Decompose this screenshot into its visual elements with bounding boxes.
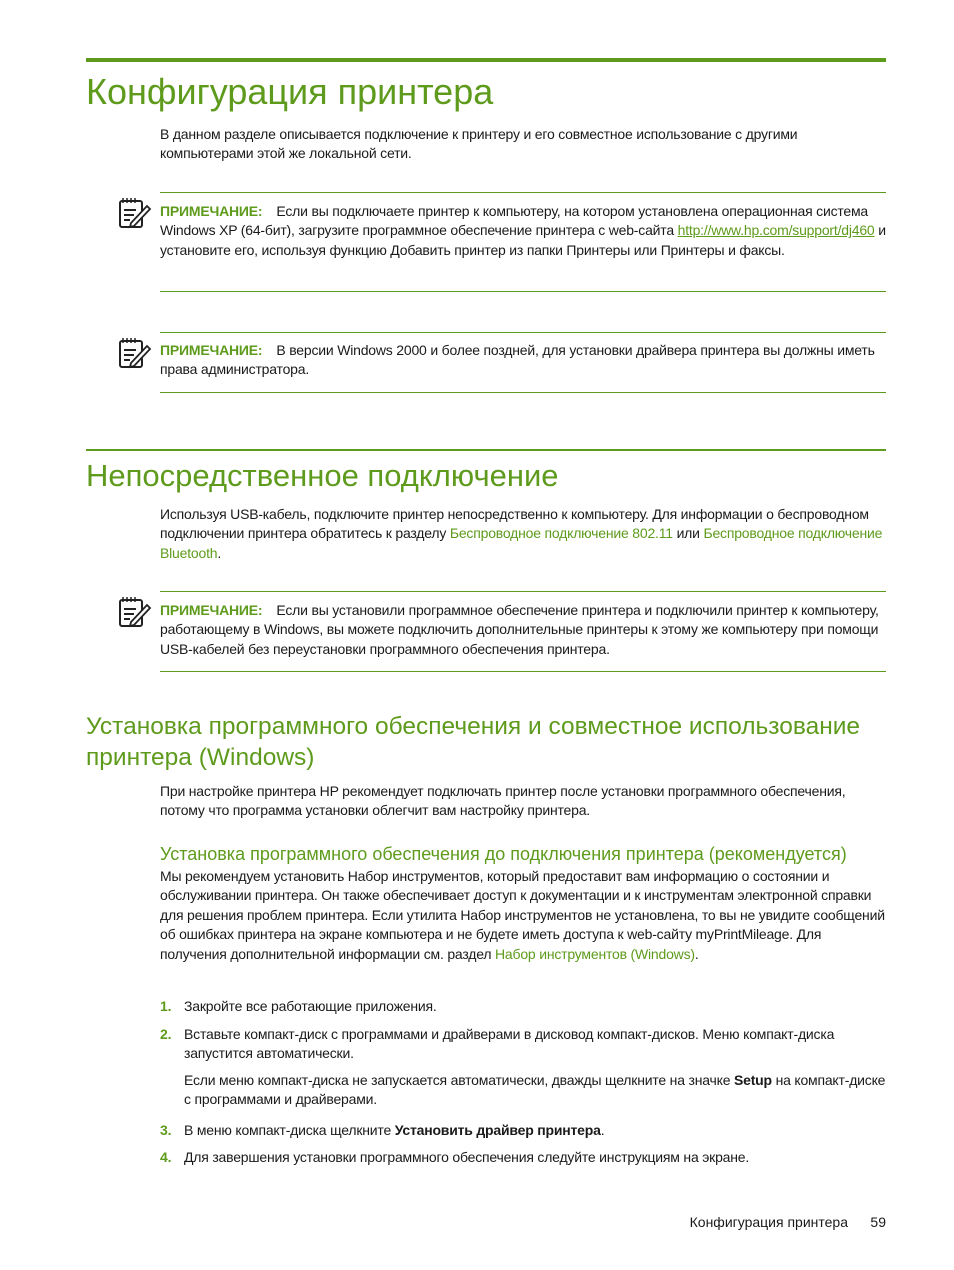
step-number: 4. [160,1149,172,1165]
install-driver-label: Установить драйвер принтера [394,1122,601,1138]
paragraph-text: или [672,525,704,542]
step-number: 2. [160,1026,172,1042]
step-text-part: . [600,1122,605,1138]
paragraph-text: . [217,544,222,561]
note-text: Если вы установили программное обеспечение принтера и подключили принтер к компьютеру, работающему в Windows, вы можете подключить дополнительные принтеры к этому же компьютеру при помощи USB-кабелей без переустановки программного обеспечения принтера. [160,602,879,657]
page-number: 59 [870,1214,886,1230]
note-rule [160,192,886,193]
note-label: ПРИМЕЧАНИЕ: [160,203,263,219]
software-install-paragraph: При настройке принтера HP рекомендует подключать принтер после установки программного обеспечения, потому что программа установки облегчит вам настройку принтера. [160,783,846,819]
intro-paragraph: В данном разделе описывается подключение к принтеру и его совместное использование с другими компьютерами этой же локальной сети. [160,126,798,162]
bluetooth-link[interactable]: Беспроводное подключение Bluetooth [160,525,883,561]
note-1 [160,202,886,260]
footer-section-name: Конфигурация принтера [689,1214,848,1230]
step-3 [160,1121,886,1140]
step-text [184,1121,886,1140]
note-text: и установите его, используя функцию Добавить принтер из папки Принтеры или Принтеры и факсы. [160,222,886,258]
note-3 [160,601,886,659]
direct-connection-paragraph [160,505,886,563]
step-2 [160,1025,886,1110]
toolbox-link[interactable]: Набор инструментов (Windows) [495,945,695,962]
setup-label: Setup [733,1071,772,1088]
step-4 [160,1148,886,1167]
step-text: на компакт-диске с программами и драйверами. [184,1071,886,1108]
step-text: Закройте все работающие приложения. [184,998,437,1014]
step-number: 3. [160,1122,172,1138]
top-rule [86,58,886,62]
note-label: ПРИМЕЧАНИЕ: [160,342,263,358]
step-text: Вставьте компакт-диск с программами и драйверами в дисковод компакт-дисков. Меню компакт-диска запустится автоматически. [184,1026,835,1062]
note-icon [117,337,153,369]
note-2 [160,341,886,380]
paragraph-text: . [694,945,699,962]
section-title-software-install: Установка программного обеспечения и совместное использование принтера (Windows) [86,713,861,771]
hp-support-link[interactable]: http://www.hp.com/support/dj460 [677,222,875,239]
step-text: Для завершения установки программного обеспечения следуйте инструкциям на экране. [184,1149,750,1165]
paragraph-text: Мы рекомендуем установить Набор инструментов, который предоставит вам информацию о состоянии и обслуживании принтера. Он также обеспечивает доступ к документации и к инструментам электронной справки для решения проблем принтера. Если утилита Набор инструментов не установлена, то вы не увидите сообщений об ошибках принтера на экране компьютера и не будете иметь доступа к web-сайту myPrintMileage. Для получения дополнительной информации см. раздел [160,868,885,962]
note-icon [117,197,153,229]
page-title: Конфигурация принтера [86,71,494,112]
step-2-note [184,1071,886,1110]
step-1 [160,997,886,1016]
paragraph-text: Используя USB-кабель, подключите принтер непосредственно к компьютеру. Для информации о беспроводном подключении принтера обратитесь к разделу [160,506,869,542]
note-rule [160,291,886,292]
section-title-direct-connection: Непосредственное подключение [86,458,559,493]
wifi-link[interactable]: Беспроводное подключение 802.11 [449,525,673,542]
note-rule [160,671,886,672]
note-rule [160,332,886,333]
note-text: В версии Windows 2000 и более поздней, для установки драйвера принтера вы должны иметь права администратора. [160,342,875,378]
note-icon [117,596,153,628]
toolbox-paragraph [160,867,886,964]
note-rule [160,392,886,393]
step-number: 1. [160,998,172,1014]
step-text: Если меню компакт-диска не запускается автоматически, дважды щелкните на значке [184,1071,734,1088]
note-label: ПРИМЕЧАНИЕ: [160,602,263,618]
subsection-title: Установка программного обеспечения до подключения принтера (рекомендуется) [160,844,847,864]
section-rule [86,449,886,451]
note-rule [160,591,886,592]
step-text-part: В меню компакт-диска щелкните [184,1122,395,1138]
note-text: Если вы подключаете принтер к компьютеру, на котором установлена операционная система Windows XP (64-бит), загрузите программное обеспечение принтера с web-сайта [160,203,869,239]
